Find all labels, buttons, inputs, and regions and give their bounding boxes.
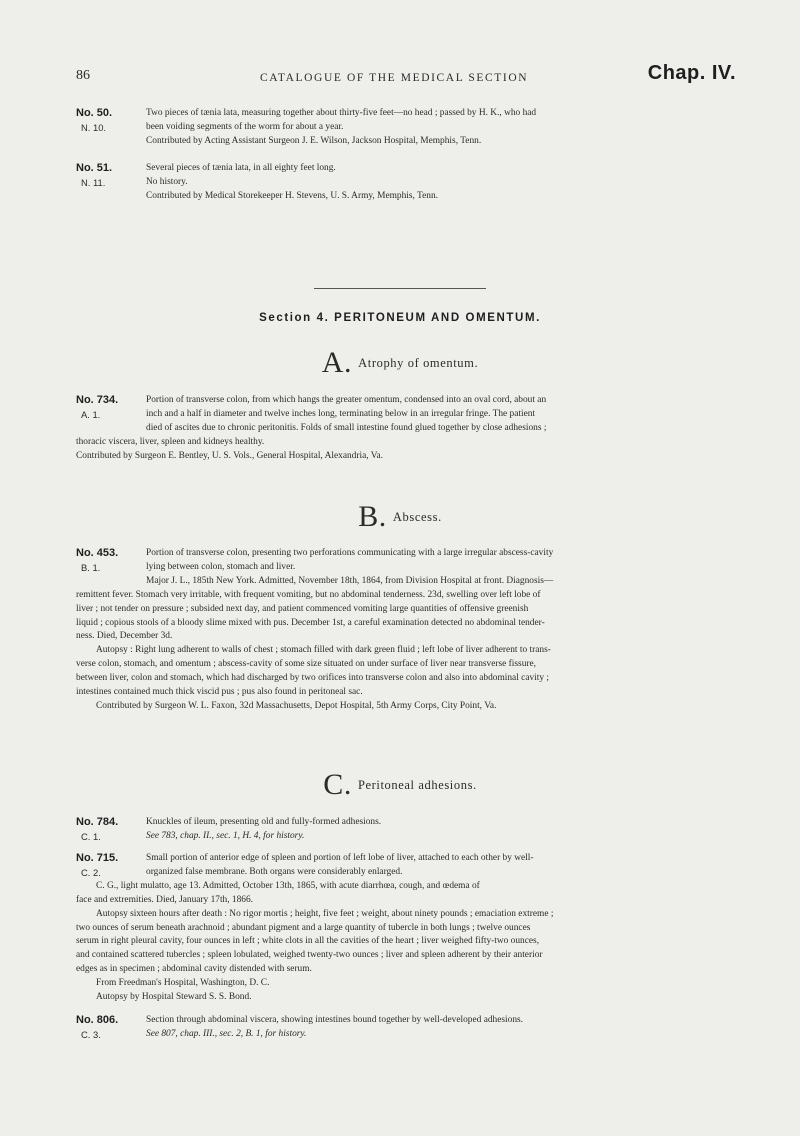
entry-label: [76, 547, 146, 575]
entry-line: ness. Died, December 3d.: [76, 631, 173, 642]
entry-body: [76, 1014, 736, 1042]
entry-no-50: [76, 107, 736, 149]
entry-line: remittent fever. Stomach very irritable, with frequent vomiting, but no abdominal tenderness. 23d, swelling over left lobe of: [76, 589, 541, 600]
entry-body: [76, 547, 736, 714]
entry-line: lying between colon, stomach and liver.: [146, 561, 296, 572]
entry-label: [76, 816, 146, 844]
entry-line: Contributed by Acting Assistant Surgeon J. E. Wilson, Jackson Hospital, Memphis, Tenn.: [146, 135, 482, 146]
entry-line: Several pieces of tænia lata, in all eighty feet long.: [146, 163, 336, 173]
entry-no-734: [76, 394, 736, 464]
entry-line: between liver, colon and stomach, which had discharged by two orifices into transverse colon and also into abdominal cavity ;: [76, 673, 550, 684]
entry-number: No. 806.: [76, 1014, 119, 1026]
entry-line: and contained scattered tubercles ; spleen lobulated, weighed twenty-two ounces ; liver and spleen adherent by their anterior: [76, 950, 543, 961]
subsection-heading-b: [0, 500, 800, 534]
entry-body: [76, 852, 736, 1005]
subsection-title: Atrophy of omentum.: [358, 356, 479, 370]
entry-line: Major J. L., 185th New York. Admitted, November 18th, 1864, from Division Hospital at front. Diagnosis—: [146, 575, 554, 586]
entry-line: Portion of transverse colon, presenting two perforations communicating with a large irregular abscess-cavity: [146, 548, 554, 558]
section-heading: Section 4. PERITONEUM AND OMENTUM.: [259, 312, 541, 324]
entry-line: face and extremities. Died, January 17th, 1866.: [76, 894, 254, 905]
entry-label: [76, 394, 146, 422]
entry-code: A. 1.: [81, 408, 101, 420]
entry-line: Two pieces of tænia lata, measuring together about thirty-five feet—no head ; passed by H. K., who had: [146, 108, 537, 118]
entry-label: [76, 107, 146, 135]
entry-line: From Freedman's Hospital, Washington, D. C.: [96, 978, 270, 989]
entry-line: Knuckles of ileum, presenting old and fully-formed adhesions.: [146, 817, 382, 827]
entry-label: [76, 852, 146, 880]
entry-code: N. 10.: [81, 121, 107, 133]
section-divider: [314, 288, 486, 289]
entry-line: Autopsy by Hospital Steward S. S. Bond.: [96, 992, 252, 1003]
entry-code: B. 1.: [81, 561, 101, 573]
cross-reference: See 783, chap. II., sec. 1, H. 4, for history.: [146, 830, 305, 841]
entry-line: edges as in specimen ; abdominal cavity distended with serum.: [76, 964, 312, 975]
entry-label: [76, 162, 146, 190]
entry-line: Section through abdominal viscera, showing intestines bound together by well-developed adhesions.: [146, 1015, 524, 1025]
entry-line: thoracic viscera, liver, spleen and kidneys healthy.: [76, 436, 265, 447]
subsection-title: Peritoneal adhesions.: [357, 778, 477, 792]
entry-line: been voiding segments of the worm for about a year.: [146, 121, 344, 132]
entry-line: liquid ; copious stools of a bloody slime mixed with pus. December 1st, a careful examination detected no abdominal tender-: [76, 617, 545, 628]
page-number: 86: [76, 68, 90, 83]
entry-body: [76, 816, 736, 844]
entry-line: No history.: [146, 176, 188, 187]
entry-code: N. 11.: [81, 176, 106, 188]
entry-label: [76, 1014, 146, 1042]
entry-line: [76, 830, 736, 844]
entry-line: inch and a half in diameter and twelve inches long, terminating below in an irregular fringe. The patient: [146, 408, 536, 419]
subsection-letter: A.: [321, 346, 353, 379]
entry-line: C. G., light mulatto, age 13. Admitted, October 13th, 1865, with acute diarrhœa, cough, and œdema of: [96, 880, 480, 891]
entry-line: Autopsy sixteen hours after death : No rigor mortis ; height, five feet ; weight, about ninety pounds ; emaciation extreme ;: [96, 908, 554, 919]
entry-number: No. 50.: [76, 107, 113, 119]
entry-no-715: [76, 852, 736, 1005]
entry-line: died of ascites due to chronic peritonitis. Folds of small intestine found glued together by close adhesions ;: [146, 422, 547, 433]
entry-line: verse colon, stomach, and omentum ; abscess-cavity of some size situated on under surface of liver near transverse fissure,: [76, 659, 537, 670]
entry-number: No. 715.: [76, 852, 119, 864]
entry-line: Small portion of anterior edge of spleen and portion of left lobe of liver, attached to each other by well-: [146, 853, 534, 863]
entry-line: [76, 1028, 736, 1042]
entry-line: Autopsy : Right lung adherent to walls of chest ; stomach filled with dark green fluid ; left lobe of liver adherent to trans-: [96, 645, 551, 656]
entry-line: Contributed by Medical Storekeeper H. Stevens, U. S. Army, Memphis, Tenn.: [146, 190, 439, 201]
cross-reference: See 807, chap. III., sec. 2, B. 1, for history.: [146, 1028, 307, 1039]
entry-line: Portion of transverse colon, from which hangs the greater omentum, condensed into an oval cord, about an: [146, 395, 547, 405]
entry-line: organized false membrane. Both organs were considerably enlarged.: [146, 866, 403, 877]
entry-code: C. 3.: [81, 1028, 101, 1040]
entry-line: Contributed by Surgeon W. L. Faxon, 32d Massachusetts, Depot Hospital, 5th Army Corps, City Point, Va.: [96, 700, 497, 711]
entry-no-453: [76, 547, 736, 714]
entry-line: Contributed by Surgeon E. Bentley, U. S. Vols., General Hospital, Alexandria, Va.: [76, 450, 383, 461]
entry-number: No. 51.: [76, 162, 113, 174]
entry-code: C. 1.: [81, 830, 101, 842]
subsection-letter: C.: [323, 768, 352, 801]
entry-no-784: [76, 816, 736, 844]
entry-number: No. 453.: [76, 547, 119, 559]
entry-code: C. 2.: [81, 866, 101, 878]
subsection-heading-c: [0, 768, 800, 802]
page-header: [76, 62, 736, 96]
entry-body: [76, 394, 736, 464]
entry-line: two ounces of serum beneath arachnoid ; abundant pigment and a large quantity of tubercle in both lungs ; twelve ounces: [76, 922, 531, 933]
entry-no-51: [76, 162, 736, 204]
entry-body: [76, 107, 736, 149]
entry-line: liver ; not tender on pressure ; subsided next day, and patient commenced vomiting large quantities of offensive greenish: [76, 603, 529, 614]
subsection-letter: B.: [358, 500, 387, 533]
subsection-heading-a: [0, 346, 800, 380]
entry-number: No. 784.: [76, 816, 119, 828]
chapter-label: Chap. IV.: [647, 62, 736, 84]
entry-body: [76, 162, 736, 204]
entry-line: intestines contained much thick viscid pus ; pus also found in peritoneal sac.: [76, 687, 363, 698]
entry-line: serum in right pleural cavity, four ounces in left ; white clots in all the cavities of the heart ; liver weighed fifty-two ounces,: [76, 936, 540, 947]
subsection-title: Abscess.: [392, 510, 442, 524]
running-title: CATALOGUE OF THE MEDICAL SECTION: [260, 72, 529, 84]
entry-number: No. 734.: [76, 394, 119, 406]
entry-no-806: [76, 1014, 736, 1042]
